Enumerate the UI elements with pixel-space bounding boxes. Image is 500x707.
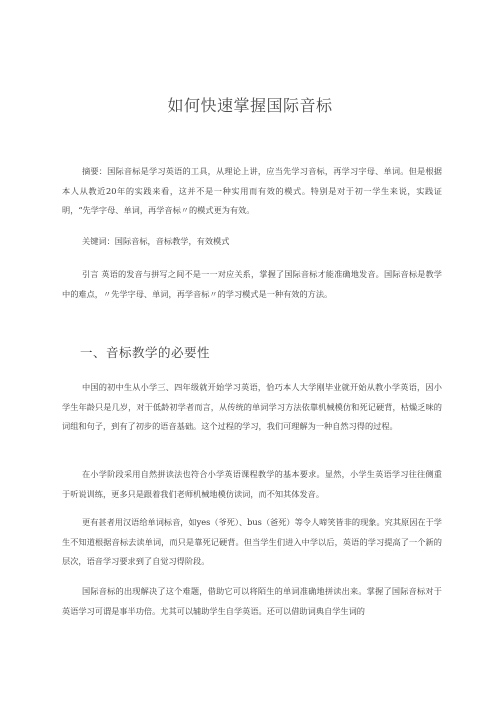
intro-paragraph: 引言 英语的发音与拼写之间不是一一对应关系，掌握了国际音标才能准确地发音。国际音标是教学中的难点，〃先学字母、单词，再学音标〃的学习模式是一种有效的方法。 — [62, 269, 442, 299]
body-paragraph-3: 更有甚者用汉语给单词标音，如yes（爷死）、bus（爸死）等令人啼笑皆非的现象。究其原因在于学生不知道根据音标去读单词，而只是靠死记硬背。但当学生们进入中学以后，英语的学习提高了一个新的层次，语音学习要求到了自觉习得阶段。 — [62, 517, 442, 566]
section-heading-1: 一、音标教学的必要性 — [80, 345, 211, 360]
keywords-paragraph: 关键词：国际音标，音标教学，有效模式 — [82, 236, 230, 246]
document-title: 如何快速掌握国际音标 — [167, 96, 333, 115]
abstract-paragraph: 摘要：国际音标是学习英语的工具，从理论上讲，应当先学习音标，再学习字母、单词。但是根据本人从教近20年的实践来看，这并不是一种实用而有效的模式。特别是对于初一学生来说，实践证明，“先学字母、单词，再学音标〃的模式更为有效。 — [62, 166, 442, 215]
body-paragraph-2: 在小学阶段采用自然拼读法也符合小学英语课程教学的基本要求。显然，小学生英语学习往往侧重于听说训练，更多只是跟着我们老师机械地模仿读词，而不知其体发音。 — [62, 469, 442, 499]
body-paragraph-4: 国际音标的出现解决了这个难题，借助它可以将陌生的单词准确地拼读出来。掌握了国际音标对于英语学习可谓是事半功倍。尤其可以辅助学生自学英语。还可以借助词典自学生词的 — [62, 586, 442, 616]
body-paragraph-1: 中国的初中生从小学三、四年级就开始学习英语，恰巧本人大学刚毕业就开始从教小学英语，因小学生年龄只是几岁，对于低龄初学者而言，从传统的单词学习方法依靠机械模仿和死记硬背，枯燥乏味的词组和句子，到有了初步的语音基础。这个过程的学习，我们可理解为一种自然习得的过程。 — [62, 382, 442, 431]
